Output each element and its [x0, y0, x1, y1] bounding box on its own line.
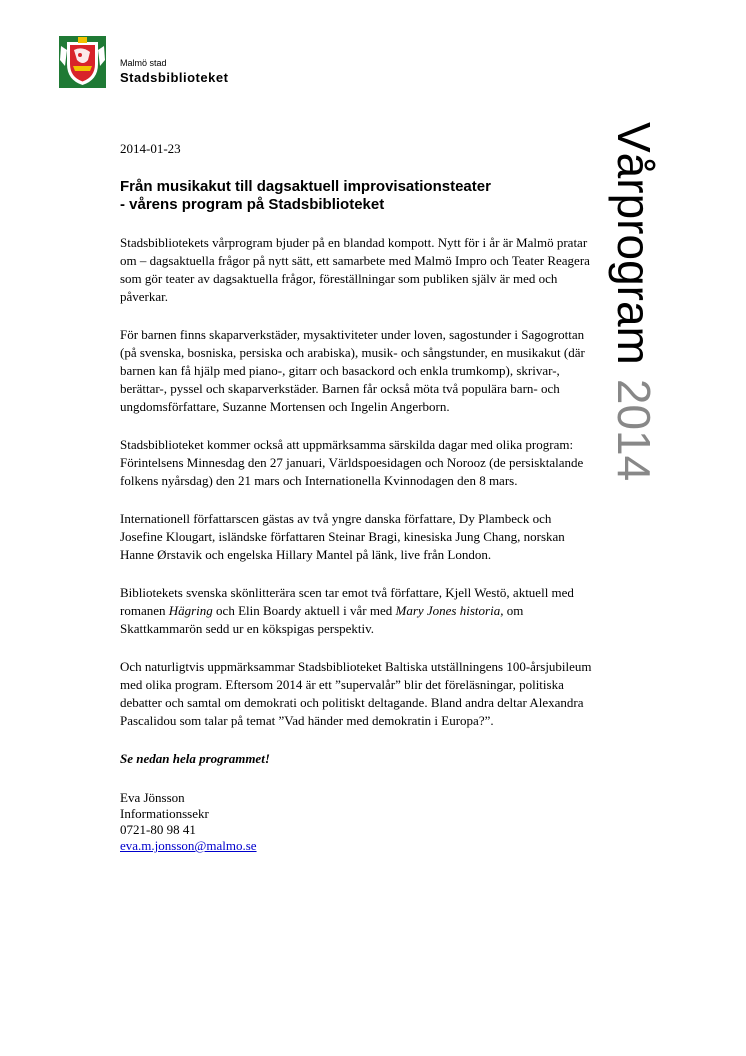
- contact-phone: 0721-80 98 41: [120, 822, 196, 837]
- side-title-word: Vårprogram: [608, 122, 660, 365]
- headline-line-2: - vårens program på Stadsbiblioteket: [120, 196, 385, 213]
- contact-name: Eva Jönsson: [120, 790, 185, 805]
- library-name: Stadsbiblioteket: [120, 70, 229, 85]
- headline: [120, 178, 600, 214]
- side-title-year: 2014: [608, 378, 660, 482]
- contact-email-link[interactable]: eva.m.jonsson@malmo.se: [120, 838, 257, 853]
- contact-block: [120, 790, 595, 854]
- paragraph-swedish-authors: [120, 584, 595, 638]
- paragraph-intro: Stadsbibliotekets vårprogram bjuder på en blandad kompott. Nytt för i år är Malmö pratar om – dagsaktuella frågor på nytt sätt, ett samarbete med Malmö Impro och Teater Reagera som gör teater av dagsaktuella frågor, föreställningar som publiken själv är med och påverkar.: [120, 235, 590, 304]
- paragraph-special-days: Stadsbiblioteket kommer också att uppmärksamma särskilda dagar med olika program: Förintelsens Minnesdag den 27 januari, Världspoesidagen och Norooz (de persisktalande folkens nyårsdag) den 21 mars och Internationella Kvinnodagen den 8 mars.: [120, 437, 584, 488]
- book-title-mary-jones: Mary Jones historia: [395, 603, 501, 618]
- press-release-date: 2014-01-23: [120, 141, 181, 156]
- side-title: [608, 122, 660, 482]
- paragraph-international-authors: Internationell författarscen gästas av två yngre danska författare, Dy Plambeck och Josefine Klougart, isländske författaren Steinar Bragi, kinesiska Jung Chang, norskan Hanne Ørstavik och engelska Hillary Mantel på länk, live från London.: [120, 511, 565, 562]
- paragraph-swedish-authors-part-b: och Elin Boardy aktuell i vår med: [212, 603, 396, 618]
- paragraph-swedish-authors-part-a: Bibliotekets svenska skönlitterära scen tar emot två författare, Kjell Westö, aktuell med romanen: [120, 585, 574, 618]
- article-body: [120, 234, 595, 854]
- paragraph-swedish-authors-part-c: , om Skattkammarön sedd ur en kökspigas perspektiv.: [120, 603, 524, 636]
- contact-role: Informationssekr: [120, 806, 209, 821]
- paragraph-children: För barnen finns skaparverkstäder, mysaktiviteter under loven, sagostunder i Sagogrottan (på svenska, bosniska, persiska och arabiska), musik- och sångstunder, en musikakut (där barnen kan få hjälp med piano-, gitarr och basackord och enkla trumkomp), skrivar-, berättar-, pyssel och skaparverkstäder. Barnen får också möta två populära barn- och ungdomsförfattare, Suzanne Mortensen och Ingelin Angerborn.: [120, 327, 585, 414]
- org-name: Malmö stad: [120, 58, 167, 68]
- headline-line-1: Från musikakut till dagsaktuell improvisationsteater: [120, 178, 491, 195]
- paragraph-baltic-exhibition: Och naturligtvis uppmärksammar Stadsbiblioteket Baltiska utställningens 100-årsjubileum med olika program. Eftersom 2014 är ett ”supervalår” blir det föreläsningar, politiska debatter och samtal om demokrati och politiskt deltagande. Bland andra deltar Alexandra Pascalidou som talar på temat ”Vad händer med demokratin i Europa?”.: [120, 659, 592, 728]
- book-title-hagring: Hägring: [168, 603, 213, 618]
- program-tagline: Se nedan hela programmet!: [120, 751, 270, 766]
- malmo-coat-of-arms-logo: [52, 36, 113, 88]
